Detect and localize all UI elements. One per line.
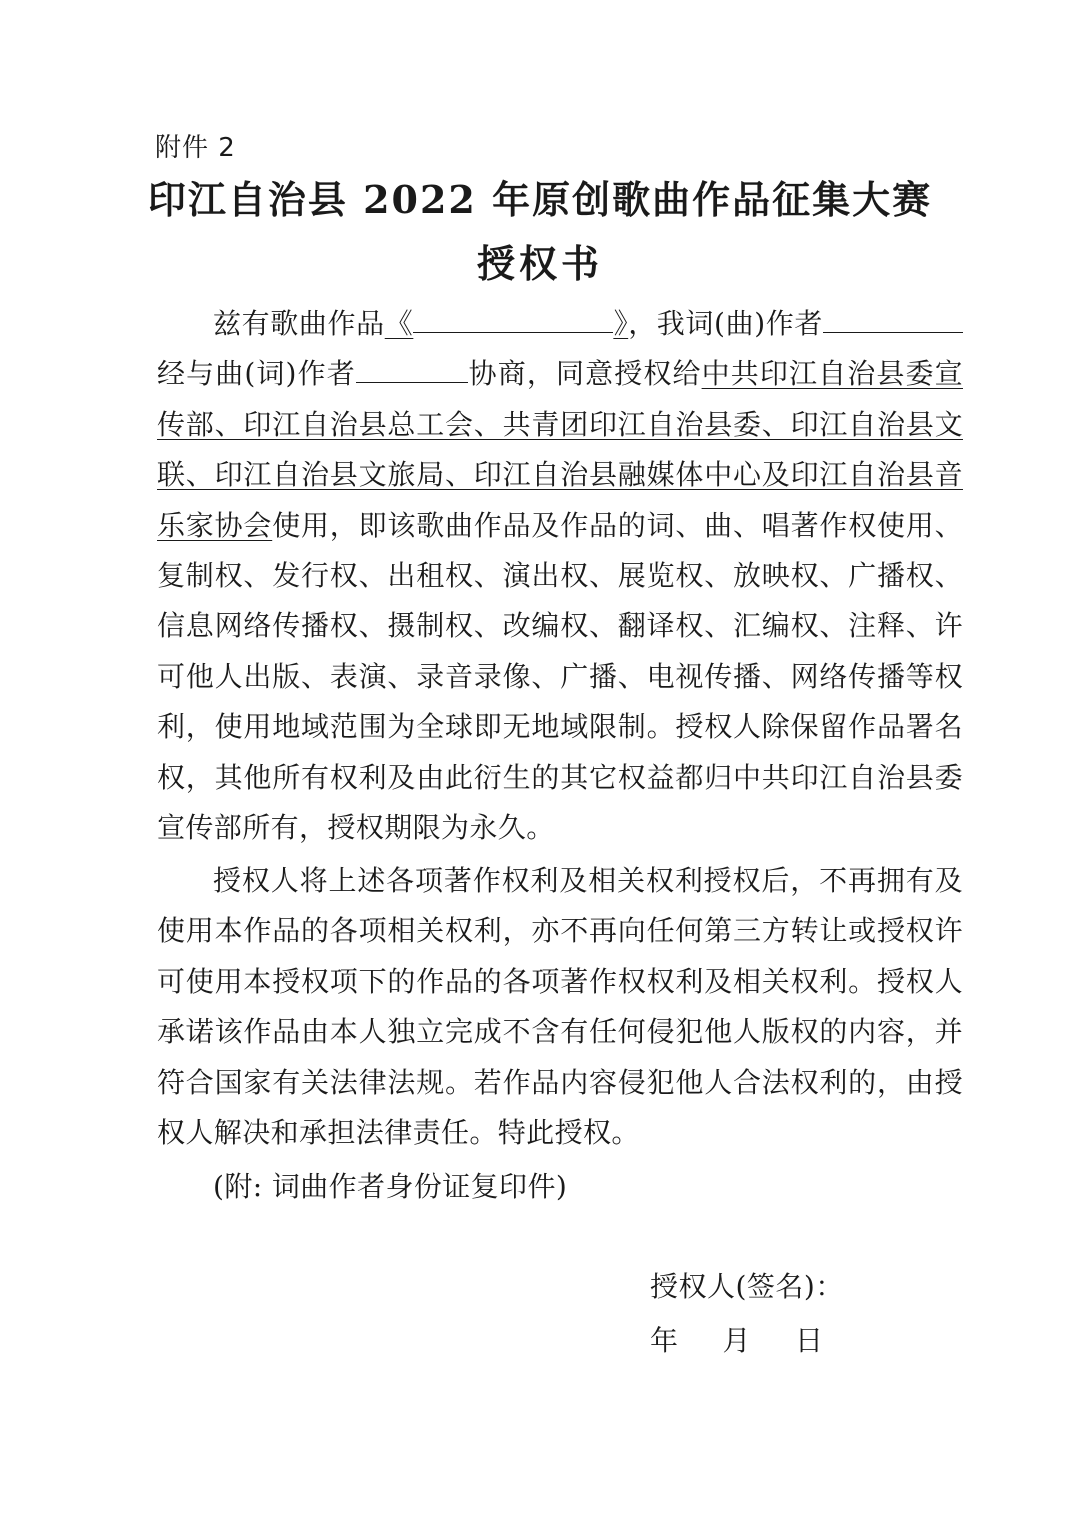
attachment-label: 附件 2 [155, 133, 236, 163]
commitment-paragraph: 授权人将上述各项著作权利及相关权利授权后，不再拥有及使用本作品的各项相关权利，亦不再向任何第三方转让或授权许可使用本授权项下的作品的各项著作权权利及相关权利。授权人承诺该作品由本人独立完成不含有任何侵犯他人版权的内容，并符合国家有关法律法规。若作品内容侵犯他人合法权利的，由授权人解决和承担法律责任。特此授权。 [157, 864, 963, 1150]
authorization-paragraph [157, 299, 963, 853]
date-year: 年 [650, 1324, 679, 1357]
signature-date [650, 1316, 824, 1366]
work-title-blank [413, 302, 613, 333]
author-blank [823, 302, 963, 333]
attachment-note: (附: 词曲作者身份证复印件) [213, 1170, 568, 1203]
coauthor-blank [356, 352, 468, 383]
document-title: 印江自治县 2022 年原创歌曲作品征集大赛 [147, 177, 933, 222]
document-subtitle: 授权书 [476, 241, 603, 286]
rights-text: 使用，即该歌曲作品及作品的词、曲、唱著作权使用、复制权、发行权、出租权、演出权、展览权、放映权、广播权、信息网络传播权、摄制权、改编权、翻译权、汇编权、注释、许可他人出版、表演、录音录像、广播、电视传播、网络传播等权利，使用地域范围为全球即无地域限制。授权人除保留作品署名权，其他所有权利及由此衍生的其它权益都归中共印江自治县委宣传部所有，授权期限为永久。 [157, 508, 963, 845]
date-day: 日 [795, 1324, 824, 1357]
author-text: ，我词(曲)作者 [628, 307, 823, 340]
grantee-list: 中共印江自治县委宣传部、印江自治县总工会、共青团印江自治县委、印江自治县文联、印江自治县文旅局、印江自治县融媒体中心及印江自治县音乐家协会 [157, 357, 963, 542]
date-month: 月 [722, 1324, 752, 1357]
consent-text: 协商，同意授权给 [467, 357, 702, 391]
work-title-open: 《 [384, 307, 414, 340]
work-title-close: 》 [613, 307, 629, 340]
intro-text: 兹有歌曲作品 [213, 307, 385, 340]
signature-label: 授权人(签名)： [650, 1270, 844, 1303]
coauthor-text: 经与曲(词)作者 [157, 357, 356, 391]
